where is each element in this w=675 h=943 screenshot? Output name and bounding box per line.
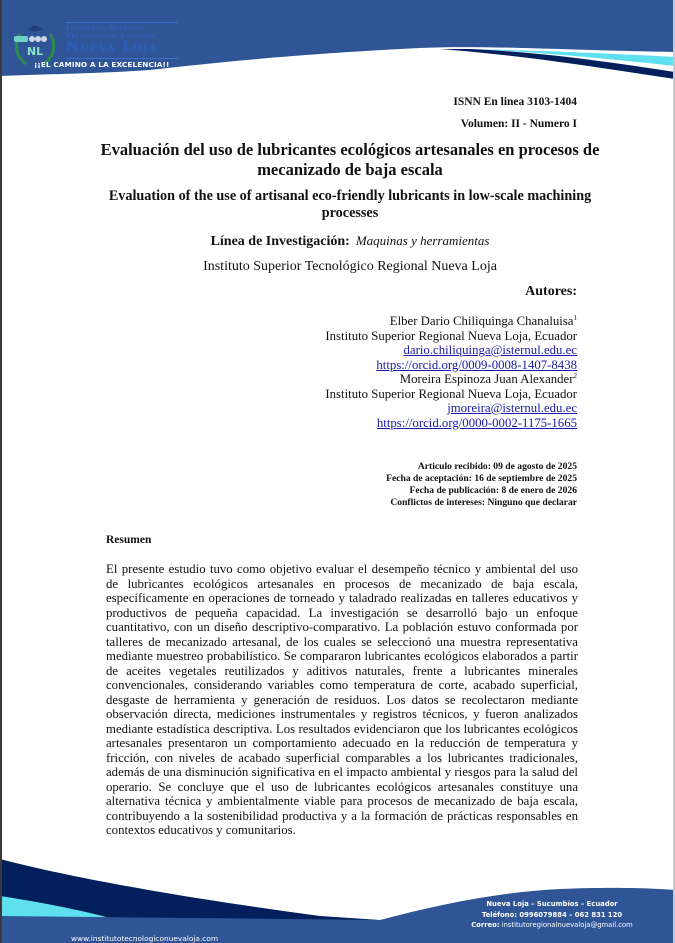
research-line-value: Maquinas y herramientas <box>355 233 490 248</box>
institute-name: Instituto Superior Tecnológico Regional Nueva Loja <box>203 259 497 274</box>
author-name: Moreira Espinoza Juan Alexander$^2$ <box>399 372 577 386</box>
author-affiliation: Instituto Superior Regional Nueva Loja, Ecuador <box>325 328 577 343</box>
issn: ISNN En linea 3103-1404 <box>453 96 577 108</box>
page-edge-left <box>0 0 2 943</box>
author-block-2 <box>325 372 577 430</box>
logo-line-1: Instituto Superior <box>66 23 146 32</box>
article-dates <box>386 461 577 509</box>
abstract-body: El presente estudio tuvo como objetivo evaluar el desempeño técnico y ambiental del uso de lubricantes ecológicos artesanales en procesos de mecanizado de baja escala, específicamente en operaciones de torneado y taladrado realizadas en talleres educativos y productivos de pequeña capacidad. La investigación se desarrolló bajo un enfoque cuantitativo, con un diseño descriptivo-comparativo. La población estuvo conformada por talleres de mecanizado artesanal, de los cuales se seleccionó una muestra representativa mediante muestreo probabilístico. Se compararon lubricantes ecológicos elaborados a partir de aceites vegetales reutilizados y aditivos naturales, frente a lubricantes minerales convencionales, considerando variables como temperatura de corte, acabado superficial, desgaste de herramienta y generación de residuos. Los datos se recolectaron mediante observación directa, mediciones instrumentales y registros técnicos, y fueron analizados mediante estadística descriptiva. Los resultados evidenciaron que los lubricantes ecológicos artesanales presentaron un comportamiento adecuado en la reducción de temperatura y fricción, con niveles de acabado superficial comparables a los lubricantes tradicionales, además de una disminución significativa en el impacto ambiental y riesgos para la salud del operario. Se concluye que el uso de lubricantes ecológicos artesanales constituye una alternativa técnica y ambientalmente viable para procesos de mecanizado de baja escala, contribuyendo a la sostenibilidad productiva y a la formación de prácticas responsables en contextos educativos y comunitarios. <box>106 562 578 837</box>
author-name: Elber Dario Chiliquinga Chanaluisa$^1$ <box>389 314 577 328</box>
logo-line-3: Nueva Loja <box>66 39 158 55</box>
author-email-link[interactable]: jmoreira@isternul.edu.ec <box>447 401 577 415</box>
volume-number: Volumen: II - Numero I <box>460 118 577 130</box>
logo-wordmark <box>66 24 158 54</box>
author-email-link[interactable]: dario.chiliquinga@isternul.edu.ec <box>403 343 577 357</box>
logo-rule-bottom <box>66 58 178 59</box>
footer-website-link[interactable]: www.institutotecnologiconuevaloja.com <box>71 934 219 943</box>
author-orcid-link[interactable]: https://orcid.org/0000-0002-1175-1665 <box>376 415 577 430</box>
svg-text:NL: NL <box>26 45 44 58</box>
footer-email-line: Correo: institutoregionalnuevaloja@gmail.com <box>471 921 633 929</box>
author-affiliation: Instituto Superior Regional Nueva Loja, Ecuador <box>325 386 577 401</box>
footer-location: Nueva Loja – Sucumbíos – Ecuador <box>486 900 618 908</box>
conflicts-of-interest: Conflictos de intereses: Ninguno que declarar <box>390 497 577 508</box>
authors-heading: Autores: <box>525 284 577 299</box>
footer-phone: Teléfono: 0996079884 – 062 831 120 <box>481 910 623 919</box>
title-english: Evaluation of the use of artisanal eco-friendly lubricants in low-scale machining processes <box>108 188 592 221</box>
date-published: Fecha de publicación: 8 de enero de 2026 <box>409 485 577 496</box>
slogan: ¡¡EL CAMINO A LA EXCELENCIA!! <box>34 60 170 69</box>
logo-line-2: Tecnologico Regional <box>66 31 157 40</box>
date-accepted: Fecha de aceptación: 16 de septiembre de 2025 <box>386 473 577 484</box>
author-orcid-link[interactable]: https://orcid.org/0009-0008-1407-8438 <box>376 357 577 372</box>
abstract-heading: Resumen <box>106 534 152 546</box>
author-block-1 <box>325 314 577 372</box>
date-received: Articulo recibido: 09 de agosto de 2025 <box>417 461 577 472</box>
title-spanish: Evaluación del uso de lubricantes ecológicos artesanales en procesos de mecanizado de baja escala <box>100 140 600 179</box>
footer-contact <box>457 899 647 931</box>
research-line <box>100 233 600 250</box>
research-line-label: Línea de Investigación: <box>210 234 350 249</box>
